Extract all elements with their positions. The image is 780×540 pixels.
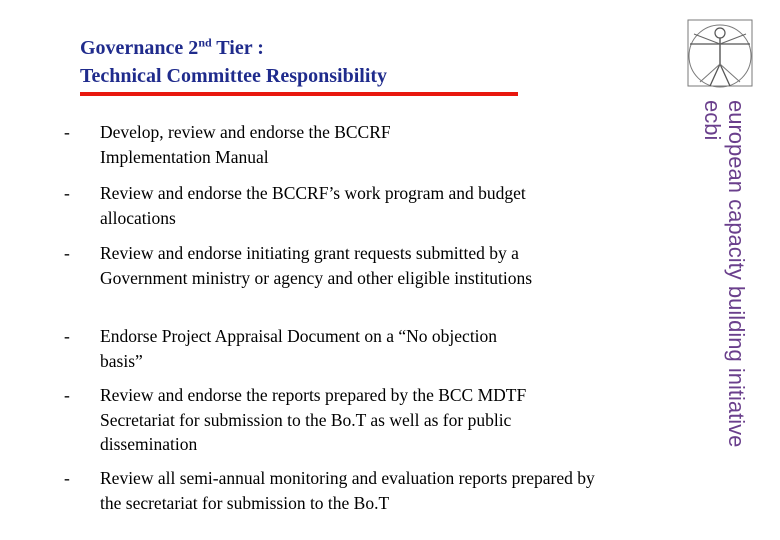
bullet-dash: -: [64, 122, 70, 142]
bullet-text: Review and endorse the reports prepared by the BCC MDTF Secretariat for submission to the Bo.T as well as for public dissemination: [100, 385, 527, 454]
title-superscript: nd: [198, 35, 212, 50]
list-item: [64, 241, 604, 290]
bullet-text: Develop, review and endorse the BCCRF Implementation Manual: [100, 122, 391, 167]
title-underline: [80, 92, 518, 96]
title-line-2: Technical Committee Responsibility: [80, 65, 388, 87]
bullet-text: Endorse Project Appraisal Document on a “No objection basis”: [100, 326, 498, 371]
list-item: [64, 120, 504, 169]
ecbi-sidebar-text: [700, 100, 748, 447]
vitruvian-man-icon: [680, 14, 758, 92]
bullet-dash: -: [64, 183, 70, 203]
sidebar-line-1: european capacity building initiative: [724, 100, 749, 448]
title-suffix: Tier :: [211, 37, 264, 59]
slide-title: [80, 34, 600, 90]
list-item: [64, 383, 584, 457]
sidebar-line-2: ecbi: [700, 100, 725, 141]
bullet-dash: -: [64, 468, 70, 488]
bullet-dash: -: [64, 385, 70, 405]
bullet-text: Review and endorse initiating grant requests submitted by a Government ministry or agency and other eligible institutions: [100, 243, 533, 288]
bullet-text: Review and endorse the BCCRF’s work program and budget allocations: [100, 183, 526, 228]
title-prefix: Governance 2: [80, 37, 199, 59]
bullet-text: Review all semi-annual monitoring and evaluation reports prepared by the secretariat for submission to the Bo.T: [100, 468, 595, 513]
title-line-1: [80, 34, 600, 62]
list-item: [64, 181, 554, 230]
bullet-dash: -: [64, 243, 70, 263]
list-item: [64, 324, 524, 373]
list-item: [64, 466, 604, 515]
bullet-dash: -: [64, 326, 70, 346]
